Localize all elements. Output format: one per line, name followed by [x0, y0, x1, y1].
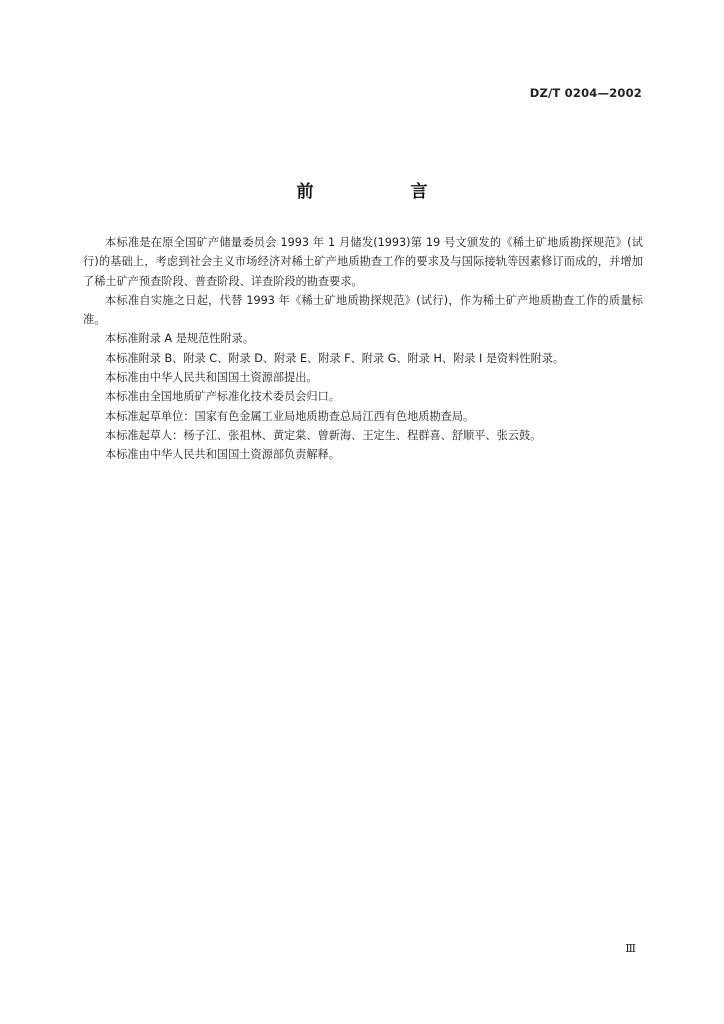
paragraph-drafting-unit: 本标准起草单位：国家有色金属工业局地质勘查总局江西有色地质勘查局。	[105, 409, 475, 423]
paragraph-proposer: 本标准由中华人民共和国国土资源部提出。	[105, 371, 318, 385]
page-number: Ⅲ	[625, 942, 636, 955]
paragraph-committee: 本标准由全国地质矿产标准化技术委员会归口。	[105, 390, 340, 404]
paragraph-informative-annexes: 本标准附录 B、附录 C、附录 D、附录 E、附录 F、附录 G、附录 H、附录 I 是资料性附录。	[105, 351, 565, 365]
paragraph-normative-annex: 本标准附录 A 是规范性附录。	[105, 332, 255, 346]
preface-body	[83, 233, 643, 465]
paragraph-interpretation: 本标准由中华人民共和国国土资源部负责解释。	[105, 448, 340, 462]
page-title: 前 言	[296, 182, 468, 202]
paragraph-drafters: 本标准起草人：杨子江、张祖林、黄定棠、曾新海、王定生、程群喜、舒顺平、张云鼓。	[105, 428, 542, 442]
standard-code: DZ/T 0204—2002	[529, 86, 642, 100]
paragraph-basis: 本标准是在原全国矿产储量委员会 1993 年 1 月储发(1993)第 19 号文颁发的《稀土矿地质勘探规范》(试行)的基础上，考虑到社会主义市场经济对稀土矿产地质勘查工作的要求及与国际接轨等因素修订而成的，并增加了稀土矿产预查阶段、普查阶段、详查阶段的勘查要求。	[83, 236, 643, 288]
paragraph-replacement: 本标准自实施之日起，代替 1993 年《稀土矿地质勘探规范》(试行)，作为稀土矿产地质勘查工作的质量标准。	[83, 293, 643, 327]
